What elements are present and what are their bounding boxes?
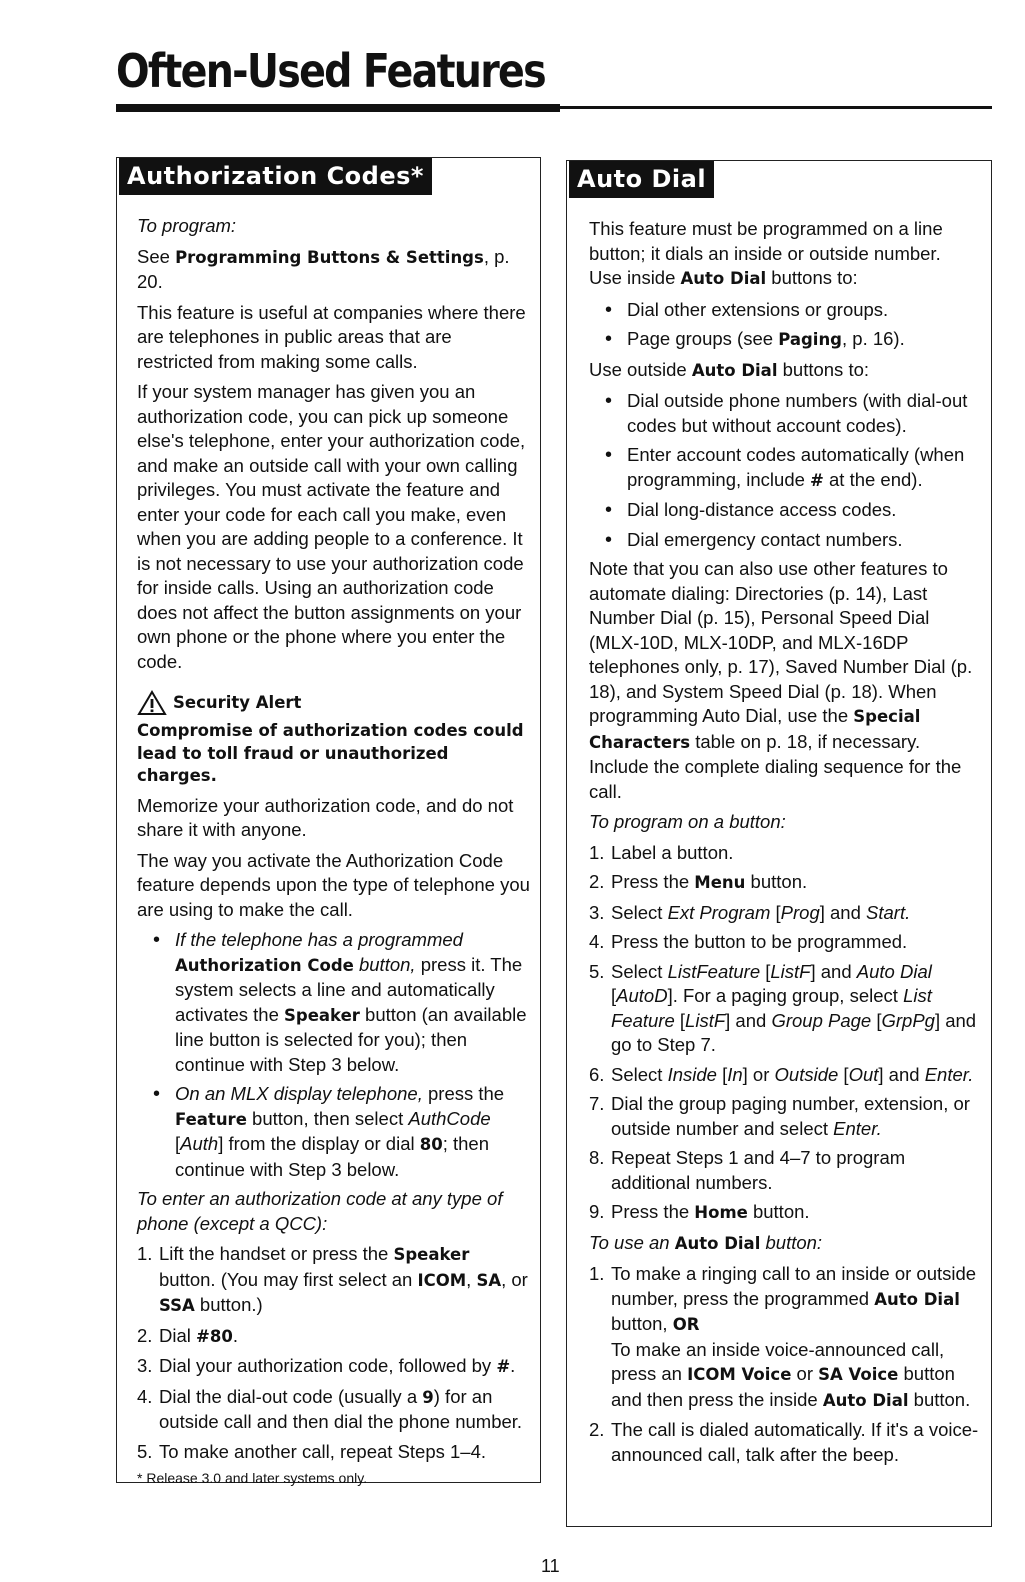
auth-paragraph-1: This feature is useful at companies where there are telephones in public areas that are restricted from making some calls.	[137, 301, 526, 372]
footnote: * Release 3.0 and later systems only.	[137, 1470, 368, 1486]
list-item: • If the telephone has a programmed Authorization Code button, press it. The system selects a line and automatically activates the Speaker button (an available line button is selected for you); then continue with Step 3 below.	[137, 928, 530, 1077]
list-item: 3. Select Ext Program [Prog] and Start.	[589, 901, 911, 923]
auth-paragraph-2: If your system manager has given you an authorization code, you can pick up someone else's telephone, enter your authorization code, and make an outside call with your own calling privileges. You must activate the feature and enter your code for each call you make, even when you are adding people to a conference. It is not necessary to use your authorization code for inside calls. Using an authorization code does not affect the button assignments on your own phone or the phone where you enter the code.	[137, 381, 526, 672]
list-item: • Dial outside phone numbers (with dial-out codes but without account codes).	[589, 389, 981, 438]
to-use-button-label: To use an Auto Dial button:	[589, 1231, 823, 1253]
auth-activation-list	[137, 928, 530, 1182]
list-item: 4. Press the button to be programmed.	[589, 931, 908, 952]
list-item: • Dial long-distance access codes.	[589, 498, 981, 523]
to-enter-label: To enter an authorization code at any type of phone (except a QCC):	[137, 1188, 503, 1234]
use-steps-list	[589, 1262, 981, 1467]
list-item: 2. Dial #80.	[137, 1324, 238, 1346]
list-item: • Dial emergency contact numbers.	[589, 528, 981, 553]
outside-buttons-intro: Use outside Auto Dial buttons to:	[589, 358, 870, 380]
auto-dial-note: Note that you can also use other features to automate dialing: Directories (p. 14), Last Number Dial (p. 15), Personal Speed Dial (MLX-10D, MLX-10DP, and MLX-16DP telephones only, p. 17), Saved Number Dial (p. 18), and System Speed Dial (p. 18). When programming Auto Dial, use the Special Characters table on p. 18, if necessary. Include the complete dialing sequence for the call.	[589, 558, 973, 802]
auto-dial-section	[566, 160, 992, 1527]
authorization-codes-heading: Authorization Codes*	[119, 158, 432, 195]
list-item: • On an MLX display telephone, press the Feature button, then select AuthCode [Auth] from the display or dial 80; then continue with Step 3 below.	[137, 1082, 530, 1182]
page-title: Often-Used Features	[116, 44, 545, 98]
list-item: • Page groups (see Paging, p. 16).	[589, 327, 981, 353]
list-item: 4. Dial the dial-out code (usually a 9) for an outside call and then dial the phone number.	[137, 1385, 523, 1432]
inside-buttons-intro: Use inside Auto Dial buttons to:	[589, 267, 858, 288]
list-item: 7. Dial the group paging number, extension, or outside number and select Enter.	[589, 1093, 970, 1139]
list-item: 1. To make a ringing call to an inside or outside number, press the programmed Auto Dial button, OR To make an inside voice-announced call, press an ICOM Voice or SA Voice button and then press the inside Auto Dial button.	[589, 1263, 977, 1410]
list-item: 8. Repeat Steps 1 and 4–7 to program additional numbers.	[589, 1147, 906, 1193]
warning-triangle-icon	[137, 690, 167, 716]
inside-uses-list	[589, 298, 981, 353]
list-item: 9. Press the Home button.	[589, 1201, 810, 1222]
list-item: 5. Select ListFeature [ListF] and Auto Dial [AutoD]. For a paging group, select List Feature [ListF] and Group Page [GrpPg] and go to Step 7.	[589, 960, 977, 1055]
security-alert-title: Security Alert	[173, 692, 302, 712]
auto-dial-paragraph-1: This feature must be programmed on a line button; it dials an inside or outside number.	[589, 218, 943, 264]
to-program-on-button-label: To program on a button:	[589, 811, 786, 832]
see-reference: See Programming Buttons & Settings, p. 20.	[137, 245, 510, 292]
auth-paragraph-4: The way you activate the Authorization Code feature depends upon the type of telephone you are using to make the call.	[137, 849, 530, 920]
authorization-codes-section	[116, 157, 541, 1486]
list-item: • Enter account codes automatically (when programming, include # at the end).	[589, 443, 981, 493]
list-item: • Dial other extensions or groups.	[589, 298, 981, 323]
to-program-label: To program:	[137, 215, 237, 236]
outside-uses-list	[589, 389, 981, 552]
list-item: 6. Select Inside [In] or Outside [Out] and Enter.	[589, 1063, 974, 1085]
title-rule-thick	[116, 104, 560, 112]
program-steps-list	[589, 841, 981, 1226]
list-item: 1. Label a button.	[589, 841, 734, 863]
authorization-codes-content	[137, 214, 530, 1493]
auto-dial-heading: Auto Dial	[569, 161, 714, 198]
auto-dial-content	[589, 217, 981, 1472]
security-alert-header	[137, 690, 530, 716]
list-item: 1. Lift the handset or press the Speaker button. (You may first select an ICOM, SA, or SSA button.)	[137, 1243, 528, 1315]
security-alert-body: Compromise of authorization codes could lead to toll fraud or unauthorized charges.	[137, 721, 524, 785]
list-item: 3. Dial your authorization code, followed by #.	[137, 1355, 516, 1376]
page-number: 11	[541, 1556, 560, 1576]
list-item: 2. Press the Menu button.	[589, 871, 808, 892]
auth-steps-list	[137, 1242, 530, 1464]
auth-paragraph-3: Memorize your authorization code, and do not share it with anyone.	[137, 794, 514, 840]
list-item: 2. The call is dialed automatically. If it's a voice-announced call, talk after the beep.	[589, 1419, 979, 1465]
list-item: 5. To make another call, repeat Steps 1–4.	[137, 1440, 487, 1462]
